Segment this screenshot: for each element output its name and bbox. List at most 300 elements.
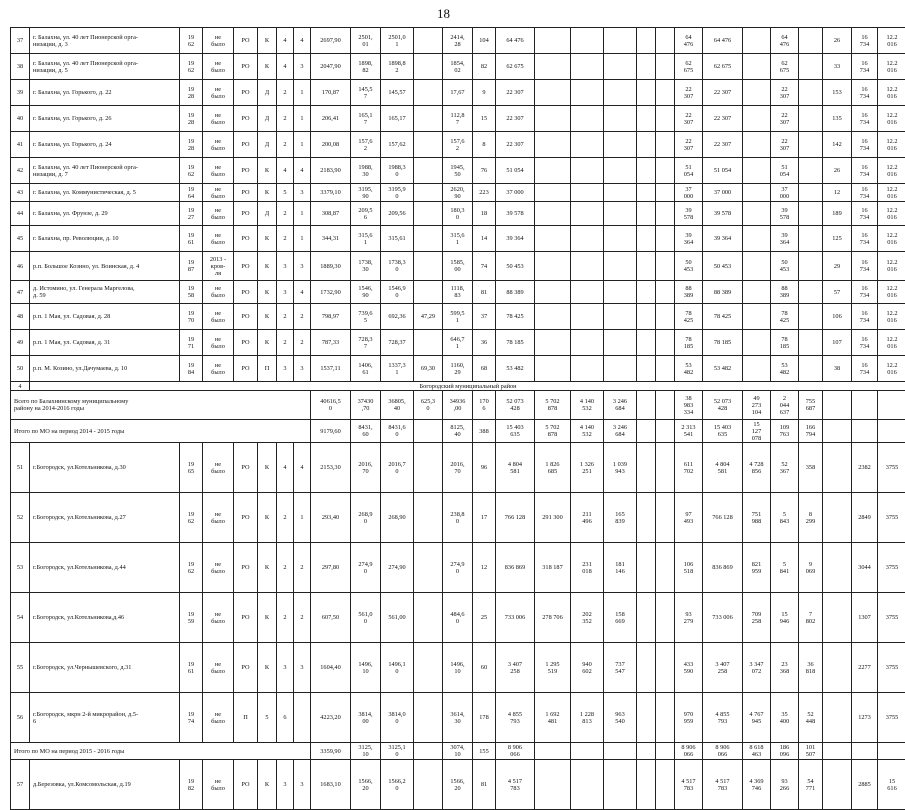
table-cell: 19 70 xyxy=(180,304,203,330)
table-cell: 50 453 xyxy=(771,252,799,281)
table-cell xyxy=(535,158,571,184)
table-cell xyxy=(743,184,771,202)
table-cell: 3755 xyxy=(878,593,905,643)
table-cell: 4 xyxy=(294,443,311,493)
table-cell: 5 702 878 xyxy=(535,391,571,420)
table-cell xyxy=(637,226,656,252)
address-cell: г. Балахна, пр. Революции, д. 10 xyxy=(30,226,180,252)
table-cell: 78 425 xyxy=(771,304,799,330)
table-cell: 8 618 463 xyxy=(743,743,771,760)
table-cell: 12.2 016 xyxy=(878,80,905,106)
table-cell: 274,90 xyxy=(381,543,414,593)
table-cell: 19 82 xyxy=(180,760,203,810)
table-cell xyxy=(823,760,852,810)
table-cell xyxy=(571,158,604,184)
table-cell xyxy=(656,693,675,743)
table-cell: 181 146 xyxy=(604,543,637,593)
table-cell xyxy=(535,132,571,158)
table-cell: К xyxy=(258,54,277,80)
table-cell: 157,6 2 xyxy=(443,132,473,158)
table-cell: 1 xyxy=(294,132,311,158)
table-cell: 4 855 793 xyxy=(496,693,535,743)
section-row xyxy=(11,382,905,391)
table-cell: РО xyxy=(234,493,258,543)
table-cell: 358 xyxy=(799,443,823,493)
table-cell: 29 xyxy=(823,252,852,281)
table-cell: 19 28 xyxy=(180,106,203,132)
table-cell: РО xyxy=(234,304,258,330)
table-cell: 51 054 xyxy=(703,158,743,184)
table-row xyxy=(11,493,905,543)
section-title: Богородский муниципальный район xyxy=(30,382,905,391)
table-cell xyxy=(656,184,675,202)
table-cell: РО xyxy=(234,132,258,158)
table-row xyxy=(11,158,905,184)
table-cell xyxy=(743,226,771,252)
table-cell: 19 62 xyxy=(180,493,203,543)
table-cell xyxy=(571,330,604,356)
table-cell xyxy=(535,54,571,80)
table-cell xyxy=(414,693,443,743)
table-cell: не было xyxy=(203,760,234,810)
table-cell: 836 869 xyxy=(703,543,743,593)
table-cell: 1945, 50 xyxy=(443,158,473,184)
table-row xyxy=(11,760,905,810)
table-cell: 47,29 xyxy=(414,304,443,330)
table-cell: 19 84 xyxy=(180,356,203,382)
table-cell: 15 127 078 xyxy=(743,420,771,443)
table-cell xyxy=(414,80,443,106)
table-cell xyxy=(637,80,656,106)
table-cell xyxy=(656,252,675,281)
table-cell: 12.2 016 xyxy=(878,132,905,158)
table-cell: 36 xyxy=(473,330,496,356)
table-cell xyxy=(656,281,675,304)
table-cell: РО xyxy=(234,760,258,810)
table-cell: 64 476 xyxy=(496,28,535,54)
table-cell xyxy=(535,80,571,106)
table-cell: 8 299 xyxy=(799,493,823,543)
table-cell: 43 xyxy=(11,184,30,202)
table-cell: 49 xyxy=(11,330,30,356)
table-cell: 293,40 xyxy=(311,493,351,543)
table-cell: 15 946 xyxy=(771,593,799,643)
table-cell: 96 xyxy=(473,443,496,493)
table-cell: 57 xyxy=(823,281,852,304)
table-cell: 16 734 xyxy=(852,80,878,106)
table-cell: 52 367 xyxy=(771,443,799,493)
table-cell xyxy=(852,391,878,420)
table-cell xyxy=(414,226,443,252)
table-cell: 733 006 xyxy=(703,593,743,643)
table-cell: 2620, 90 xyxy=(443,184,473,202)
table-cell xyxy=(743,132,771,158)
table-cell: 106 xyxy=(823,304,852,330)
table-cell: 2414, 28 xyxy=(443,28,473,54)
table-cell: не было xyxy=(203,158,234,184)
table-cell: 1566,2 0 xyxy=(381,760,414,810)
table-cell xyxy=(604,202,637,226)
table-cell: 2016, 70 xyxy=(351,443,381,493)
table-cell xyxy=(414,106,443,132)
address-cell: г. Балахна, ул. Горького, д. 24 xyxy=(30,132,180,158)
table-cell: 17,67 xyxy=(443,80,473,106)
table-cell: 78 185 xyxy=(496,330,535,356)
table-cell: 62 675 xyxy=(771,54,799,80)
table-cell: 78 185 xyxy=(675,330,703,356)
table-cell xyxy=(656,443,675,493)
table-cell: 12.2 016 xyxy=(878,202,905,226)
table-cell: П xyxy=(258,356,277,382)
table-cell: РО xyxy=(234,202,258,226)
table-cell: 12.2 016 xyxy=(878,226,905,252)
table-cell: 39 578 xyxy=(496,202,535,226)
table-cell xyxy=(414,643,443,693)
table-cell: 561,00 xyxy=(381,593,414,643)
table-cell: 88 389 xyxy=(703,281,743,304)
table-cell: 22 307 xyxy=(496,106,535,132)
table-cell: 315,61 xyxy=(381,226,414,252)
table-cell: 104 xyxy=(473,28,496,54)
table-cell xyxy=(637,28,656,54)
table-cell xyxy=(656,132,675,158)
table-cell: 78 425 xyxy=(675,304,703,330)
table-cell: 561,0 0 xyxy=(351,593,381,643)
table-cell xyxy=(823,743,852,760)
table-cell: 23 368 xyxy=(771,643,799,693)
table-cell: 278 706 xyxy=(535,593,571,643)
table-cell: 78 185 xyxy=(771,330,799,356)
table-cell: 186 096 xyxy=(771,743,799,760)
table-cell: 611 702 xyxy=(675,443,703,493)
address-cell: д. Истомино, ул. Генерала Маргелова, д. 59 xyxy=(30,281,180,304)
table-cell: Д xyxy=(258,80,277,106)
table-cell: не было xyxy=(203,281,234,304)
table-cell: 12.2 016 xyxy=(878,54,905,80)
table-cell xyxy=(656,28,675,54)
table-cell: 692,36 xyxy=(381,304,414,330)
table-cell xyxy=(637,132,656,158)
table-cell xyxy=(637,693,656,743)
table-cell: К xyxy=(258,28,277,54)
table-cell: 200,08 xyxy=(311,132,351,158)
table-cell: 166 794 xyxy=(799,420,823,443)
table-cell: 189 xyxy=(823,202,852,226)
table-cell: 37 xyxy=(473,304,496,330)
table-cell xyxy=(799,356,823,382)
table-cell: 54 771 xyxy=(799,760,823,810)
table-cell: 1496, 10 xyxy=(351,643,381,693)
table-cell: 1 295 519 xyxy=(535,643,571,693)
table-cell xyxy=(571,106,604,132)
table-cell: 19 87 xyxy=(180,252,203,281)
table-cell: 170 6 xyxy=(473,391,496,420)
table-cell xyxy=(656,391,675,420)
table-cell: 2501,0 1 xyxy=(381,28,414,54)
table-cell: 56 xyxy=(11,693,30,743)
table-cell: К xyxy=(258,593,277,643)
table-cell: 1273 xyxy=(852,693,878,743)
table-cell xyxy=(604,760,637,810)
table-cell: 1546,9 0 xyxy=(381,281,414,304)
table-cell xyxy=(823,391,852,420)
table-cell: 55 xyxy=(11,643,30,693)
table-cell: 34936 ,00 xyxy=(443,391,473,420)
table-cell: 4 140 532 xyxy=(571,391,604,420)
table-cell: 26 xyxy=(823,158,852,184)
table-cell: 3614, 30 xyxy=(443,693,473,743)
table-cell: Д xyxy=(258,106,277,132)
table-cell: РО xyxy=(234,330,258,356)
table-cell xyxy=(571,304,604,330)
table-cell: Д xyxy=(258,202,277,226)
table-cell: не было xyxy=(203,593,234,643)
table-cell: 3044 xyxy=(852,543,878,593)
table-cell: 274,9 0 xyxy=(351,543,381,593)
table-cell xyxy=(571,281,604,304)
table-cell: 38 xyxy=(823,356,852,382)
table-cell xyxy=(799,158,823,184)
table-cell: 39 364 xyxy=(771,226,799,252)
table-cell xyxy=(637,202,656,226)
table-cell: 9 xyxy=(473,80,496,106)
table-cell: 1160, 29 xyxy=(443,356,473,382)
table-cell: 88 389 xyxy=(675,281,703,304)
table-row xyxy=(11,28,905,54)
table-cell xyxy=(878,391,905,420)
table-cell: К xyxy=(258,330,277,356)
table-cell: 16 734 xyxy=(852,330,878,356)
table-cell: 97 493 xyxy=(675,493,703,543)
table-cell xyxy=(414,184,443,202)
table-cell: 2 xyxy=(277,202,294,226)
table-cell xyxy=(414,281,443,304)
table-cell: 3755 xyxy=(878,643,905,693)
table-cell: не было xyxy=(203,184,234,202)
table-cell: 19 27 xyxy=(180,202,203,226)
total-row xyxy=(11,743,905,760)
table-cell: 9179,60 xyxy=(311,420,351,443)
table-cell: не было xyxy=(203,202,234,226)
table-cell: 2 xyxy=(277,304,294,330)
table-cell: 19 65 xyxy=(180,443,203,493)
table-cell: 50 xyxy=(11,356,30,382)
table-cell: не было xyxy=(203,132,234,158)
table-cell xyxy=(799,226,823,252)
table-cell xyxy=(852,743,878,760)
table-cell xyxy=(535,252,571,281)
table-cell xyxy=(414,252,443,281)
table-cell: 3 xyxy=(277,281,294,304)
address-cell: г. Балахна, ул. 40 лет Пионерской орга- низации, д. 7 xyxy=(30,158,180,184)
table-cell: не было xyxy=(203,54,234,80)
table-cell xyxy=(656,760,675,810)
table-cell: 3379,10 xyxy=(311,184,351,202)
table-cell: 158 669 xyxy=(604,593,637,643)
table-cell: РО xyxy=(234,443,258,493)
table-cell: 268,9 0 xyxy=(351,493,381,543)
table-cell: не было xyxy=(203,304,234,330)
total-row xyxy=(11,391,905,420)
table-cell: 315,6 1 xyxy=(351,226,381,252)
table-cell xyxy=(743,330,771,356)
table-cell: 36 818 xyxy=(799,643,823,693)
table-cell: 37 000 xyxy=(496,184,535,202)
table-cell: 145,57 xyxy=(381,80,414,106)
table-cell: 4 767 945 xyxy=(743,693,771,743)
table-cell xyxy=(799,281,823,304)
table-cell: Д xyxy=(258,132,277,158)
table-cell: К xyxy=(258,158,277,184)
table-cell xyxy=(637,304,656,330)
table-cell: 733 006 xyxy=(496,593,535,643)
table-cell: 22 307 xyxy=(675,80,703,106)
address-cell: г. Балахна, ул. 40 лет Пионерской орга- низации, д. 5 xyxy=(30,54,180,80)
table-cell: 15 616 xyxy=(878,760,905,810)
address-cell: г.Богородск, ул.Котельникова, д.30 xyxy=(30,443,180,493)
table-cell xyxy=(604,304,637,330)
table-cell xyxy=(743,252,771,281)
table-cell: 268,90 xyxy=(381,493,414,543)
table-cell: 2 xyxy=(277,330,294,356)
table-cell: 19 64 xyxy=(180,184,203,202)
table-cell: 1118, 83 xyxy=(443,281,473,304)
table-cell xyxy=(656,593,675,643)
table-cell: К xyxy=(258,304,277,330)
table-cell: 1 xyxy=(294,202,311,226)
table-cell xyxy=(823,443,852,493)
table-cell: 19 59 xyxy=(180,593,203,643)
table-cell xyxy=(414,743,443,760)
table-cell: РО xyxy=(234,593,258,643)
table-cell: 206,41 xyxy=(311,106,351,132)
table-cell: 1738,3 0 xyxy=(381,252,414,281)
table-cell: 51 xyxy=(11,443,30,493)
table-cell: 39 578 xyxy=(675,202,703,226)
table-cell xyxy=(637,330,656,356)
table-cell: К xyxy=(258,184,277,202)
table-cell: 3 407 258 xyxy=(496,643,535,693)
table-cell xyxy=(799,54,823,80)
table-cell xyxy=(799,132,823,158)
table-cell: 4 517 783 xyxy=(496,760,535,810)
table-cell: 2 313 541 xyxy=(675,420,703,443)
table-cell: 1738, 30 xyxy=(351,252,381,281)
table-cell: 1898,8 2 xyxy=(381,54,414,80)
table-cell: 3 xyxy=(294,54,311,80)
table-cell xyxy=(656,304,675,330)
table-cell: 142 xyxy=(823,132,852,158)
table-cell: 766 128 xyxy=(496,493,535,543)
table-cell: РО xyxy=(234,54,258,80)
table-cell xyxy=(823,693,852,743)
table-cell xyxy=(656,202,675,226)
table-cell: 12.2 016 xyxy=(878,330,905,356)
table-row xyxy=(11,304,905,330)
table-cell: 3 xyxy=(277,252,294,281)
table-cell: 202 352 xyxy=(571,593,604,643)
table-cell: 12 xyxy=(823,184,852,202)
table-cell: 1307 xyxy=(852,593,878,643)
table-cell xyxy=(637,158,656,184)
table-cell xyxy=(823,593,852,643)
table-cell: 1496,1 0 xyxy=(381,643,414,693)
table-cell: 157,62 xyxy=(381,132,414,158)
table-cell: К xyxy=(258,281,277,304)
table-cell xyxy=(571,226,604,252)
table-cell: 4 804 581 xyxy=(703,443,743,493)
table-cell: РО xyxy=(234,158,258,184)
table-cell: 2 xyxy=(294,330,311,356)
table-cell: 2 xyxy=(277,80,294,106)
table-cell: 231 018 xyxy=(571,543,604,593)
table-cell: 211 496 xyxy=(571,493,604,543)
table-cell: 308,87 xyxy=(311,202,351,226)
table-cell: 39 578 xyxy=(771,202,799,226)
table-cell: 8 xyxy=(473,132,496,158)
table-cell: 3 246 684 xyxy=(604,420,637,443)
table-cell xyxy=(823,543,852,593)
table-cell: 3195,9 0 xyxy=(381,184,414,202)
table-cell xyxy=(743,28,771,54)
address-cell: г.Богородск, ул.Чернышевского, д.31 xyxy=(30,643,180,693)
table-cell: 12.2 016 xyxy=(878,158,905,184)
table-cell: 33 xyxy=(823,54,852,80)
table-cell xyxy=(414,202,443,226)
table-cell: 46 xyxy=(11,252,30,281)
table-cell xyxy=(656,493,675,543)
table-cell: 57 xyxy=(11,760,30,810)
table-row xyxy=(11,281,905,304)
table-cell: 40 xyxy=(11,106,30,132)
table-cell: 60 xyxy=(473,643,496,693)
address-cell: г. Балахна, ул. 40 лет Пионерской орга- низации, д. 3 xyxy=(30,28,180,54)
table-cell: 16 734 xyxy=(852,252,878,281)
table-cell: РО xyxy=(234,252,258,281)
table-cell: 19 74 xyxy=(180,693,203,743)
table-cell xyxy=(604,184,637,202)
table-cell: 14 xyxy=(473,226,496,252)
table-cell: 52 xyxy=(11,493,30,543)
table-cell xyxy=(414,593,443,643)
table-cell: 8 906 066 xyxy=(703,743,743,760)
table-cell: 3125,1 0 xyxy=(381,743,414,760)
table-row xyxy=(11,202,905,226)
table-cell xyxy=(823,643,852,693)
table-cell xyxy=(637,420,656,443)
table-cell: 37430 ,70 xyxy=(351,391,381,420)
table-cell: 88 389 xyxy=(496,281,535,304)
table-cell: 2 xyxy=(277,132,294,158)
table-cell xyxy=(535,356,571,382)
address-cell: г. Балахна, ул. Фрунзе, д. 29 xyxy=(30,202,180,226)
table-cell: 22 307 xyxy=(703,80,743,106)
table-cell: 45 xyxy=(11,226,30,252)
table-cell xyxy=(743,80,771,106)
table-cell: 145,5 7 xyxy=(351,80,381,106)
table-cell: РО xyxy=(234,80,258,106)
table-cell: 3755 xyxy=(878,493,905,543)
table-cell: 16 734 xyxy=(852,106,878,132)
table-cell: 52 448 xyxy=(799,693,823,743)
table-cell: 3 xyxy=(277,760,294,810)
table-cell xyxy=(414,54,443,80)
table-cell: 12.2 016 xyxy=(878,106,905,132)
table-cell: 107 xyxy=(823,330,852,356)
table-cell: 62 675 xyxy=(703,54,743,80)
table-cell: 3 xyxy=(294,760,311,810)
table-cell: 15 xyxy=(473,106,496,132)
